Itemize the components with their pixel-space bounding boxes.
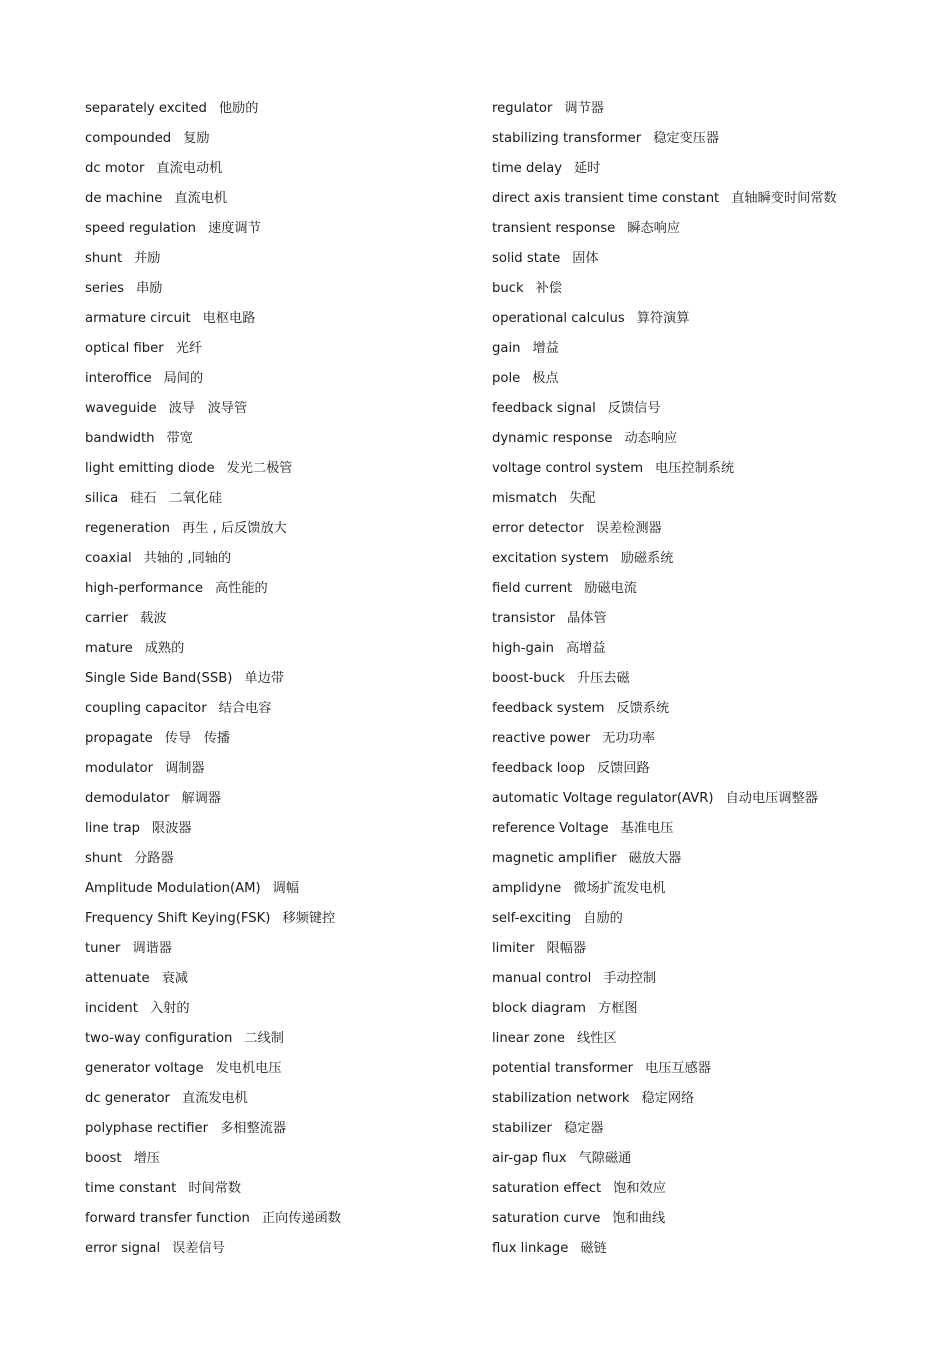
chinese-translation: 升压去磁 <box>576 671 630 686</box>
term-row <box>492 964 912 994</box>
english-term: saturation curve <box>492 1211 601 1226</box>
english-term: armature circuit <box>85 311 191 326</box>
chinese-translation: 自动电压调整器 <box>725 791 818 806</box>
chinese-translation: 失配 <box>569 491 596 506</box>
english-term: compounded <box>85 131 172 146</box>
chinese-translation: 电压控制系统 <box>655 461 735 476</box>
term-row <box>85 664 475 694</box>
chinese-translation: 再生 , 后反馈放大 <box>181 521 287 536</box>
chinese-translation: 反馈信号 <box>607 401 661 416</box>
term-row <box>85 934 475 964</box>
term-row <box>492 934 912 964</box>
term-row <box>492 184 912 214</box>
term-row <box>492 394 912 424</box>
term-row <box>85 154 475 184</box>
english-term: two-way configuration <box>85 1031 233 1046</box>
chinese-translation: 延时 <box>574 161 601 176</box>
chinese-translation: 手动控制 <box>603 971 657 986</box>
term-row <box>492 904 912 934</box>
english-term: Amplitude Modulation(AM) <box>85 881 261 896</box>
chinese-translation: 移频键控 <box>282 911 336 926</box>
chinese-translation: 带宽 <box>166 431 193 446</box>
chinese-translation: 分路器 <box>134 851 174 866</box>
english-term: generator voltage <box>85 1061 204 1076</box>
chinese-translation: 硅石 二氧化硅 <box>130 491 222 506</box>
term-row <box>492 814 912 844</box>
term-row <box>492 1024 912 1054</box>
english-term: demodulator <box>85 791 170 806</box>
chinese-translation: 补偿 <box>535 281 562 296</box>
term-row <box>85 124 475 154</box>
chinese-translation: 限幅器 <box>546 941 587 956</box>
term-row <box>85 1024 475 1054</box>
chinese-translation: 电枢电路 <box>202 311 256 326</box>
chinese-translation: 发光二极管 <box>226 461 293 476</box>
chinese-translation: 微场扩流发电机 <box>573 881 666 896</box>
term-row <box>492 244 912 274</box>
english-term: modulator <box>85 761 154 776</box>
term-row <box>492 334 912 364</box>
chinese-translation: 稳定变压器 <box>653 131 720 146</box>
term-row <box>85 394 475 424</box>
term-row <box>492 124 912 154</box>
term-row <box>492 574 912 604</box>
term-row <box>492 1174 912 1204</box>
english-term: carrier <box>85 611 129 626</box>
chinese-translation: 调制器 <box>165 761 205 776</box>
english-term: transient response <box>492 221 616 236</box>
term-row <box>85 214 475 244</box>
english-term: air-gap flux <box>492 1151 567 1166</box>
term-row <box>85 964 475 994</box>
english-term: polyphase rectifier <box>85 1121 209 1136</box>
term-row <box>492 214 912 244</box>
chinese-translation: 误差检测器 <box>595 521 662 536</box>
term-row <box>492 514 912 544</box>
term-row <box>492 424 912 454</box>
english-term: boost-buck <box>492 671 565 686</box>
term-row <box>85 874 475 904</box>
chinese-translation: 励磁电流 <box>584 581 637 596</box>
chinese-translation: 高性能的 <box>214 581 268 596</box>
english-term: operational calculus <box>492 311 625 326</box>
chinese-translation: 成熟的 <box>144 641 185 656</box>
chinese-translation: 光纤 <box>175 341 203 356</box>
english-term: mature <box>85 641 133 656</box>
english-term: forward transfer function <box>85 1211 250 1226</box>
chinese-translation: 反馈系统 <box>616 701 670 716</box>
chinese-translation: 解调器 <box>181 791 222 806</box>
english-term: tuner <box>85 941 121 956</box>
chinese-translation: 增益 <box>532 341 559 356</box>
term-row <box>492 694 912 724</box>
term-row <box>492 664 912 694</box>
term-row <box>85 724 475 754</box>
chinese-translation: 极点 <box>532 371 559 386</box>
chinese-translation: 电压互感器 <box>645 1061 711 1076</box>
chinese-translation: 误差信号 <box>172 1241 225 1256</box>
english-term: potential transformer <box>492 1061 634 1076</box>
chinese-translation: 局间的 <box>163 371 204 386</box>
english-term: error detector <box>492 521 584 536</box>
term-row <box>492 784 912 814</box>
chinese-translation: 衰减 <box>161 971 188 986</box>
term-row <box>492 844 912 874</box>
english-term: boost <box>85 1151 122 1166</box>
english-term: incident <box>85 1001 138 1016</box>
term-row <box>492 484 912 514</box>
term-row <box>85 994 475 1024</box>
english-term: transistor <box>492 611 556 626</box>
english-term: coupling capacitor <box>85 701 207 716</box>
chinese-translation: 并励 <box>134 251 161 266</box>
chinese-translation: 速度调节 <box>208 221 261 236</box>
english-term: Frequency Shift Keying(FSK) <box>85 911 271 926</box>
english-term: high-gain <box>492 641 554 656</box>
chinese-translation: 载波 <box>140 611 167 626</box>
chinese-translation: 调谐器 <box>132 941 172 956</box>
chinese-translation: 入射的 <box>149 1001 190 1016</box>
term-row <box>85 814 475 844</box>
term-row <box>85 784 475 814</box>
english-term: buck <box>492 281 524 296</box>
chinese-translation: 方框图 <box>598 1001 638 1016</box>
english-term: error signal <box>85 1241 161 1256</box>
chinese-translation: 磁链 <box>580 1241 607 1256</box>
chinese-translation: 气隙磁通 <box>578 1151 632 1166</box>
chinese-translation: 波导 波导管 <box>168 401 248 416</box>
chinese-translation: 增压 <box>133 1151 160 1166</box>
english-term: attenuate <box>85 971 150 986</box>
english-term: excitation system <box>492 551 609 566</box>
chinese-translation: 调幅 <box>272 881 300 896</box>
english-term: stabilizer <box>492 1121 552 1136</box>
chinese-translation: 算符演算 <box>636 311 690 326</box>
english-term: stabilization network <box>492 1091 630 1106</box>
chinese-translation: 线性区 <box>576 1031 617 1046</box>
term-row <box>85 484 475 514</box>
term-row <box>492 604 912 634</box>
chinese-translation: 正向传递函数 <box>261 1211 342 1226</box>
chinese-translation: 晶体管 <box>567 611 607 626</box>
chinese-translation: 结合电容 <box>218 701 272 716</box>
english-term: limiter <box>492 941 535 956</box>
english-term: coaxial <box>85 551 132 566</box>
chinese-translation: 限波器 <box>152 821 192 836</box>
term-row <box>85 754 475 784</box>
term-row <box>85 1144 475 1174</box>
term-row <box>492 94 912 124</box>
english-term: reactive power <box>492 731 591 746</box>
chinese-translation: 共轴的 ,同轴的 <box>143 551 232 566</box>
term-row <box>85 514 475 544</box>
chinese-translation: 自励的 <box>583 911 623 926</box>
english-term: self-exciting <box>492 911 572 926</box>
english-term: Single Side Band(SSB) <box>85 671 233 686</box>
english-term: bandwidth <box>85 431 155 446</box>
chinese-translation: 二线制 <box>244 1031 284 1046</box>
english-term: solid state <box>492 251 561 266</box>
chinese-translation: 反馈回路 <box>596 761 650 776</box>
term-row <box>492 154 912 184</box>
chinese-translation: 基准电压 <box>620 821 674 836</box>
english-term: regulator <box>492 101 553 116</box>
right-term-column <box>492 94 912 1264</box>
term-row <box>85 424 475 454</box>
term-row <box>85 1174 475 1204</box>
english-term: interoffice <box>85 371 152 386</box>
chinese-translation: 单边带 <box>244 671 284 686</box>
english-term: shunt <box>85 251 123 266</box>
term-row <box>85 454 475 484</box>
term-row <box>85 364 475 394</box>
term-row <box>492 1204 912 1234</box>
term-row <box>85 844 475 874</box>
term-row <box>85 544 475 574</box>
english-term: block diagram <box>492 1001 587 1016</box>
english-term: direct axis transient time constant <box>492 191 720 206</box>
english-term: pole <box>492 371 521 386</box>
term-row <box>492 994 912 1024</box>
term-row <box>492 1084 912 1114</box>
english-term: manual control <box>492 971 592 986</box>
english-term: automatic Voltage regulator(AVR) <box>492 791 714 806</box>
term-row <box>492 1054 912 1084</box>
chinese-translation: 饱和效应 <box>613 1181 666 1196</box>
english-term: voltage control system <box>492 461 644 476</box>
english-term: dc generator <box>85 1091 170 1106</box>
chinese-translation: 动态响应 <box>624 431 678 446</box>
english-term: dc motor <box>85 161 145 176</box>
term-row <box>85 904 475 934</box>
english-term: feedback loop <box>492 761 585 776</box>
term-row <box>85 304 475 334</box>
term-row <box>492 304 912 334</box>
chinese-translation: 稳定网络 <box>641 1091 695 1106</box>
english-term: mismatch <box>492 491 558 506</box>
english-term: separately excited <box>85 101 207 116</box>
chinese-translation: 串励 <box>136 281 163 296</box>
chinese-translation: 饱和曲线 <box>612 1211 666 1226</box>
term-row <box>85 1054 475 1084</box>
term-row <box>85 1084 475 1114</box>
chinese-translation: 多相整流器 <box>220 1121 287 1136</box>
term-row <box>85 1204 475 1234</box>
term-row <box>85 1114 475 1144</box>
chinese-translation: 磁放大器 <box>628 851 682 866</box>
term-row <box>492 1234 912 1264</box>
term-row <box>492 634 912 664</box>
english-term: light emitting diode <box>85 461 215 476</box>
term-row <box>85 604 475 634</box>
english-term: stabilizing transformer <box>492 131 642 146</box>
english-term: waveguide <box>85 401 157 416</box>
english-term: high-performance <box>85 581 203 596</box>
term-row <box>492 724 912 754</box>
chinese-translation: 固体 <box>572 251 599 266</box>
term-row <box>492 544 912 574</box>
term-row <box>85 694 475 724</box>
english-term: time delay <box>492 161 563 176</box>
term-row <box>492 274 912 304</box>
english-term: regeneration <box>85 521 170 536</box>
english-term: propagate <box>85 731 153 746</box>
english-term: shunt <box>85 851 123 866</box>
term-row <box>85 244 475 274</box>
term-row <box>85 574 475 604</box>
term-row <box>492 874 912 904</box>
english-term: amplidyne <box>492 881 562 896</box>
english-term: magnetic amplifier <box>492 851 617 866</box>
english-term: field current <box>492 581 573 596</box>
chinese-translation: 稳定器 <box>563 1121 604 1136</box>
english-term: linear zone <box>492 1031 565 1046</box>
chinese-translation: 瞬态响应 <box>627 221 681 236</box>
term-row <box>85 634 475 664</box>
chinese-translation: 时间常数 <box>188 1181 242 1196</box>
chinese-translation: 直轴瞬变时间常数 <box>731 191 837 206</box>
term-row <box>85 184 475 214</box>
chinese-translation: 他励的 <box>218 101 259 116</box>
english-term: reference Voltage <box>492 821 609 836</box>
left-term-column <box>85 94 475 1264</box>
english-term: feedback signal <box>492 401 596 416</box>
term-row <box>492 1114 912 1144</box>
english-term: optical fiber <box>85 341 164 356</box>
term-row <box>492 454 912 484</box>
chinese-translation: 传导 传播 <box>164 731 231 746</box>
english-term: de machine <box>85 191 163 206</box>
chinese-translation: 直流电动机 <box>156 161 223 176</box>
term-row <box>492 1144 912 1174</box>
english-term: gain <box>492 341 521 356</box>
english-term: dynamic response <box>492 431 613 446</box>
english-term: saturation effect <box>492 1181 602 1196</box>
english-term: speed regulation <box>85 221 197 236</box>
chinese-translation: 发电机电压 <box>215 1061 282 1076</box>
chinese-translation: 励磁系统 <box>620 551 674 566</box>
chinese-translation: 高增益 <box>565 641 606 656</box>
term-row <box>85 274 475 304</box>
chinese-translation: 直流发电机 <box>181 1091 248 1106</box>
english-term: series <box>85 281 125 296</box>
english-term: feedback system <box>492 701 605 716</box>
term-row <box>85 334 475 364</box>
chinese-translation: 复励 <box>183 131 210 146</box>
term-row <box>492 364 912 394</box>
term-row <box>85 94 475 124</box>
chinese-translation: 直流电机 <box>174 191 228 206</box>
english-term: line trap <box>85 821 141 836</box>
term-row <box>492 754 912 784</box>
chinese-translation: 调节器 <box>564 101 604 116</box>
english-term: flux linkage <box>492 1241 569 1256</box>
english-term: time constant <box>85 1181 177 1196</box>
english-term: silica <box>85 491 119 506</box>
chinese-translation: 无功功率 <box>602 731 656 746</box>
term-row <box>85 1234 475 1264</box>
